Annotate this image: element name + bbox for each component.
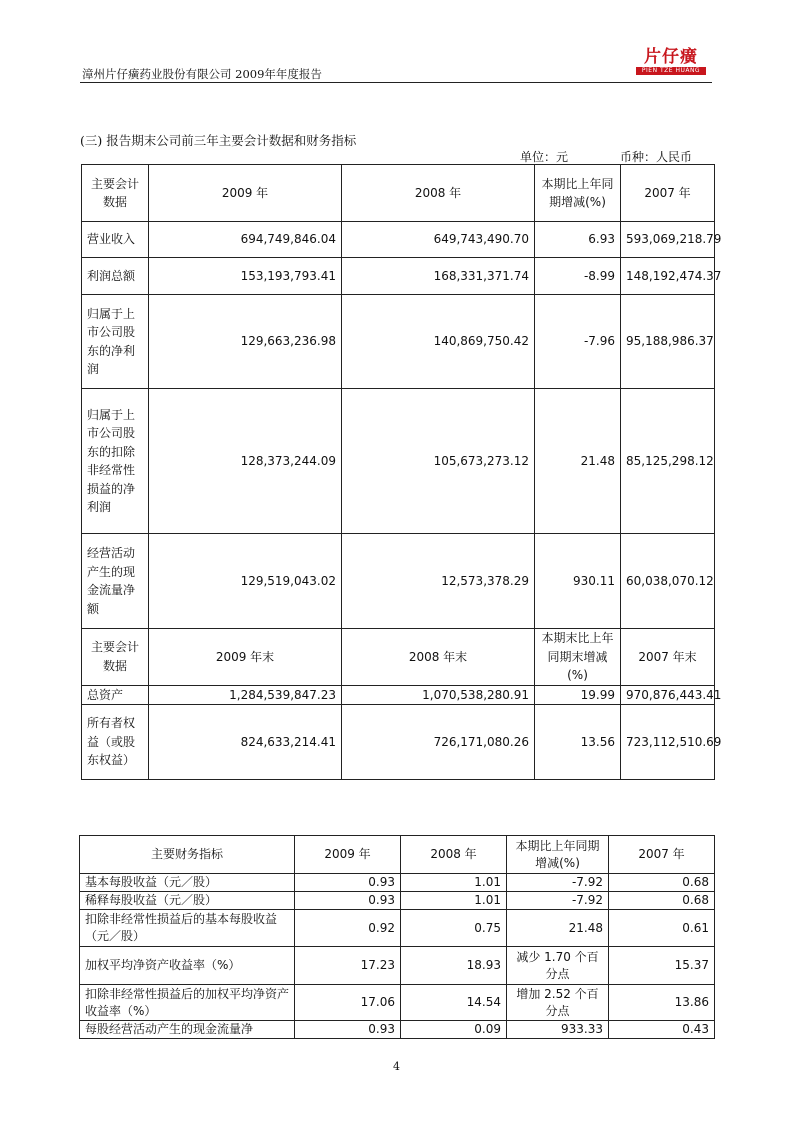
value-change: 减少 1.70 个百分点 <box>507 947 609 985</box>
value-2007: 0.61 <box>609 910 715 947</box>
financial-indicators-table <box>79 835 715 1039</box>
table-row <box>80 874 715 892</box>
value-2009: 0.93 <box>295 892 401 910</box>
value-2007: 0.43 <box>609 1021 715 1039</box>
value-2009: 824,633,214.41 <box>149 705 342 780</box>
value-2009: 17.23 <box>295 947 401 985</box>
value-change: -7.92 <box>507 874 609 892</box>
row-label: 稀释每股收益（元／股） <box>80 892 295 910</box>
header-cell: 本期比上年同期增减(%) <box>535 165 621 222</box>
value-2009: 1,284,539,847.23 <box>149 685 342 705</box>
table-row <box>82 534 715 629</box>
value-2009: 128,373,244.09 <box>149 389 342 534</box>
value-2009: 129,663,236.98 <box>149 295 342 389</box>
row-label: 基本每股收益（元／股） <box>80 874 295 892</box>
logo-english-text: PIEN TZE HUANG <box>636 67 706 75</box>
unit-line <box>520 148 692 165</box>
table-row <box>82 258 715 295</box>
value-2007: 95,188,986.37 <box>621 295 715 389</box>
table-row <box>82 705 715 780</box>
row-label: 归属于上市公司股东的扣除非经常性损益的净利润 <box>82 389 149 534</box>
value-2009: 694,749,846.04 <box>149 222 342 258</box>
value-2008: 18.93 <box>401 947 507 985</box>
currency-label: 币种：人民币 <box>620 150 693 164</box>
value-2008: 1,070,538,280.91 <box>342 685 535 705</box>
value-2007: 593,069,218.79 <box>621 222 715 258</box>
row-label: 经营活动产生的现金流量净额 <box>82 534 149 629</box>
value-2007: 60,038,070.12 <box>621 534 715 629</box>
header-cell: 2007 年末 <box>621 629 715 686</box>
value-change: 21.48 <box>507 910 609 947</box>
value-2007: 970,876,443.41 <box>621 685 715 705</box>
report-header-title: 漳州片仔癀药业股份有限公司 2009年年度报告 <box>82 67 322 81</box>
value-change: -7.92 <box>507 892 609 910</box>
value-2008: 1.01 <box>401 874 507 892</box>
row-label: 加权平均净资产收益率（%） <box>80 947 295 985</box>
unit-label: 单位：元 <box>520 150 569 164</box>
value-2009: 0.93 <box>295 874 401 892</box>
value-2008: 0.75 <box>401 910 507 947</box>
value-2007: 85,125,298.12 <box>621 389 715 534</box>
value-2007: 148,192,474.37 <box>621 258 715 295</box>
table-row <box>82 295 715 389</box>
row-label: 归属于上市公司股东的净利润 <box>82 295 149 389</box>
section-title: (三) 报告期末公司前三年主要会计数据和财务指标 <box>80 133 357 148</box>
value-2008: 0.09 <box>401 1021 507 1039</box>
table-header-row <box>80 836 715 874</box>
value-change: -8.99 <box>535 258 621 295</box>
table-row <box>82 222 715 258</box>
table-row <box>80 947 715 985</box>
value-2008: 1.01 <box>401 892 507 910</box>
value-change: 21.48 <box>535 389 621 534</box>
table-subheader-row <box>82 629 715 686</box>
header-cell: 主要会计数据 <box>82 165 149 222</box>
value-2008: 168,331,371.74 <box>342 258 535 295</box>
table-row <box>82 389 715 534</box>
table-row <box>80 1021 715 1039</box>
value-change: -7.96 <box>535 295 621 389</box>
value-change: 19.99 <box>535 685 621 705</box>
header-cell: 2009 年末 <box>149 629 342 686</box>
value-2007: 13.86 <box>609 985 715 1021</box>
table-row <box>80 910 715 947</box>
value-2008: 649,743,490.70 <box>342 222 535 258</box>
row-label: 扣除非经常性损益后的加权平均净资产收益率（%） <box>80 985 295 1021</box>
logo-chinese-text: 片仔癀 <box>644 47 698 67</box>
value-2008: 12,573,378.29 <box>342 534 535 629</box>
row-label: 营业收入 <box>82 222 149 258</box>
value-2008: 105,673,273.12 <box>342 389 535 534</box>
value-2008: 140,869,750.42 <box>342 295 535 389</box>
value-2009: 129,519,043.02 <box>149 534 342 629</box>
value-2008: 14.54 <box>401 985 507 1021</box>
value-change: 6.93 <box>535 222 621 258</box>
table-row <box>82 685 715 705</box>
header-cell: 2007 年 <box>621 165 715 222</box>
value-change: 933.33 <box>507 1021 609 1039</box>
row-label: 扣除非经常性损益后的基本每股收益（元／股） <box>80 910 295 947</box>
table-header-row <box>82 165 715 222</box>
table-row <box>80 892 715 910</box>
header-cell: 2008 年 <box>401 836 507 874</box>
row-label: 利润总额 <box>82 258 149 295</box>
header-cell: 2008 年末 <box>342 629 535 686</box>
header-cell: 本期比上年同期增减(%) <box>507 836 609 874</box>
value-2007: 723,112,510.69 <box>621 705 715 780</box>
page-number: 4 <box>393 1060 400 1073</box>
value-change: 930.11 <box>535 534 621 629</box>
row-label: 总资产 <box>82 685 149 705</box>
header-cell: 2009 年 <box>295 836 401 874</box>
value-2007: 0.68 <box>609 874 715 892</box>
value-2007: 15.37 <box>609 947 715 985</box>
company-logo <box>636 48 706 76</box>
value-2009: 153,193,793.41 <box>149 258 342 295</box>
value-2009: 17.06 <box>295 985 401 1021</box>
header-cell: 主要财务指标 <box>80 836 295 874</box>
header-cell: 2008 年 <box>342 165 535 222</box>
value-change: 增加 2.52 个百分点 <box>507 985 609 1021</box>
value-2007: 0.68 <box>609 892 715 910</box>
header-divider <box>80 82 712 83</box>
header-cell: 主要会计数据 <box>82 629 149 686</box>
row-label: 所有者权益（或股东权益） <box>82 705 149 780</box>
accounting-data-table <box>81 164 722 780</box>
value-2008: 726,171,080.26 <box>342 705 535 780</box>
row-label: 每股经营活动产生的现金流量净 <box>80 1021 295 1039</box>
value-2009: 0.93 <box>295 1021 401 1039</box>
value-change: 13.56 <box>535 705 621 780</box>
header-cell: 本期末比上年同期末增减(%) <box>535 629 621 686</box>
header-cell: 2009 年 <box>149 165 342 222</box>
value-2009: 0.92 <box>295 910 401 947</box>
table-row <box>80 985 715 1021</box>
header-cell: 2007 年 <box>609 836 715 874</box>
